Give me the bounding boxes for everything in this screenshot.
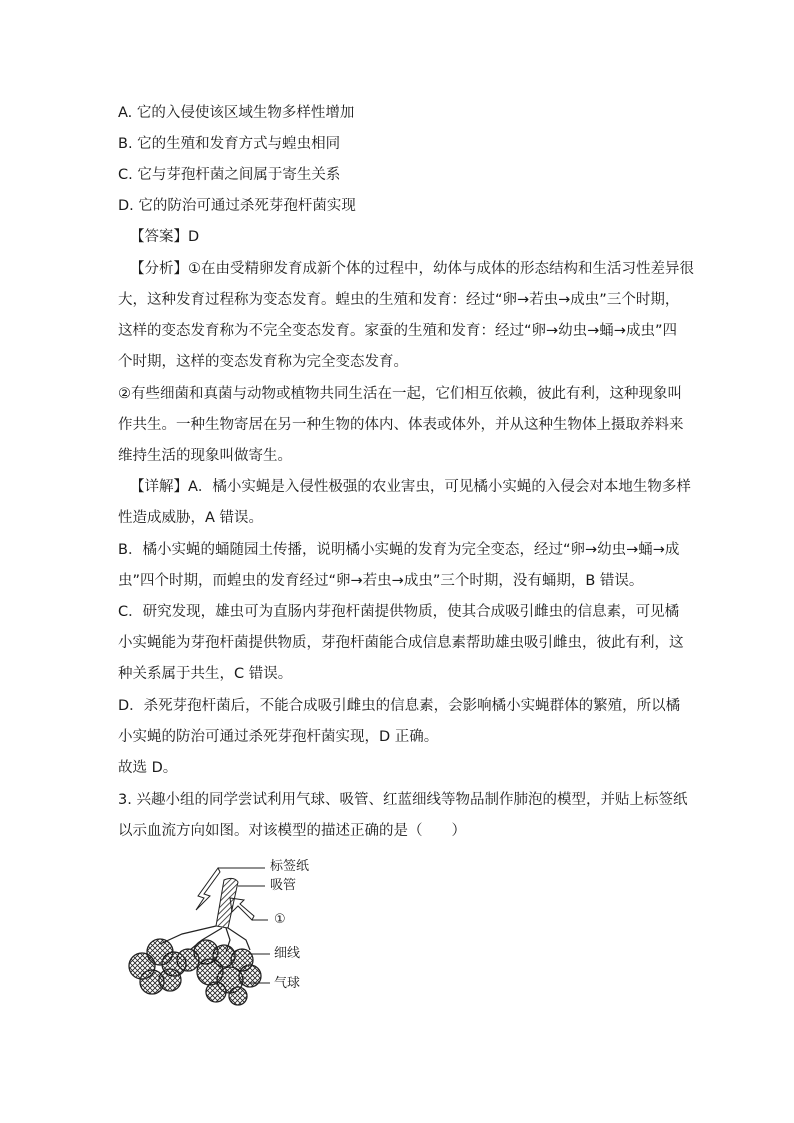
analysis-line: 维持生活的现象叫做寄生。 xyxy=(118,448,292,464)
detail-line: 性造成威胁，A 错误。 xyxy=(118,510,264,526)
alveolus-model-figure xyxy=(120,848,340,1008)
figure-label-straw: 吸管 xyxy=(270,878,297,893)
analysis-line: 大，这种发育过程称为变态发育。蝗虫的生殖和发育：经过“卵→若虫→成虫”三个时期， xyxy=(118,292,680,308)
detail-line: 虫”四个时期，而蝗虫的发育经过“卵→若虫→成虫”三个时期，没有蛹期，B 错误。 xyxy=(118,573,644,589)
answer-line: 【答案】D xyxy=(130,229,200,245)
detail-line: 小实蝇能为芽孢杆菌提供物质，芽孢杆菌能合成信息素帮助雄虫吸引雌虫，彼此有利，这 xyxy=(118,635,684,651)
question-3-line: 3. 兴趣小组的同学尝试利用气球、吸管、红蓝细线等物品制作肺泡的模型，并贴上标签纸 xyxy=(118,792,688,808)
analysis-line: 【分析】①在由受精卵发育成新个体的过程中，幼体与成体的形态结构和生活习性差异很 xyxy=(130,261,694,277)
option-a: A. 它的入侵使该区域生物多样性增加 xyxy=(118,105,355,121)
detail-line: B．橘小实蝇的蛹随园土传播，说明橘小实蝇的发育为完全变态，经过“卵→幼虫→蛹→成 xyxy=(118,542,680,558)
figure-label-one: ① xyxy=(274,912,286,927)
figure-label-thread: 细线 xyxy=(274,946,301,961)
option-c: C. 它与芽孢杆菌之间属于寄生关系 xyxy=(118,167,341,183)
detail-line: D．杀死芽孢杆菌后，不能合成吸引雌虫的信息素，会影响橘小实蝇群体的繁殖，所以橘 xyxy=(118,698,681,714)
option-d: D. 它的防治可通过杀死芽孢杆菌实现 xyxy=(118,198,356,214)
figure-label-balloon: 气球 xyxy=(274,976,301,991)
analysis-line: 这样的变态发育称为不完全变态发育。家蚕的生殖和发育：经过“卵→幼虫→蛹→成虫”四 xyxy=(118,323,677,339)
analysis-line: ②有些细菌和真菌与动物或植物共同生活在一起，它们相互依赖，彼此有利，这种现象叫 xyxy=(118,386,682,402)
analysis-line: 作共生。一种生物寄居在另一种生物的体内、体表或体外，并从这种生物体上摄取养料来 xyxy=(118,417,684,433)
analysis-line: 个时期，这样的变态发育称为完全变态发育。 xyxy=(118,354,408,370)
conclusion-line: 故选 D。 xyxy=(118,760,178,776)
detail-line: C．研究发现，雄虫可为直肠内芽孢杆菌提供物质，使其合成吸引雌虫的信息素，可见橘 xyxy=(118,604,680,620)
detail-line: 种关系属于共生，C 错误。 xyxy=(118,666,293,682)
question-3-line: 以示血流方向如图。对该模型的描述正确的是（ ） xyxy=(118,823,466,839)
figure-label-tag: 标签纸 xyxy=(270,859,310,874)
option-b: B. 它的生殖和发育方式与蝗虫相同 xyxy=(118,136,341,152)
detail-line: 【详解】A．橘小实蝇是入侵性极强的农业害虫，可见橘小实蝇的入侵会对本地生物多样 xyxy=(130,479,691,495)
detail-line: 小实蝇的防治可通过杀死芽孢杆菌实现，D 正确。 xyxy=(118,729,439,745)
